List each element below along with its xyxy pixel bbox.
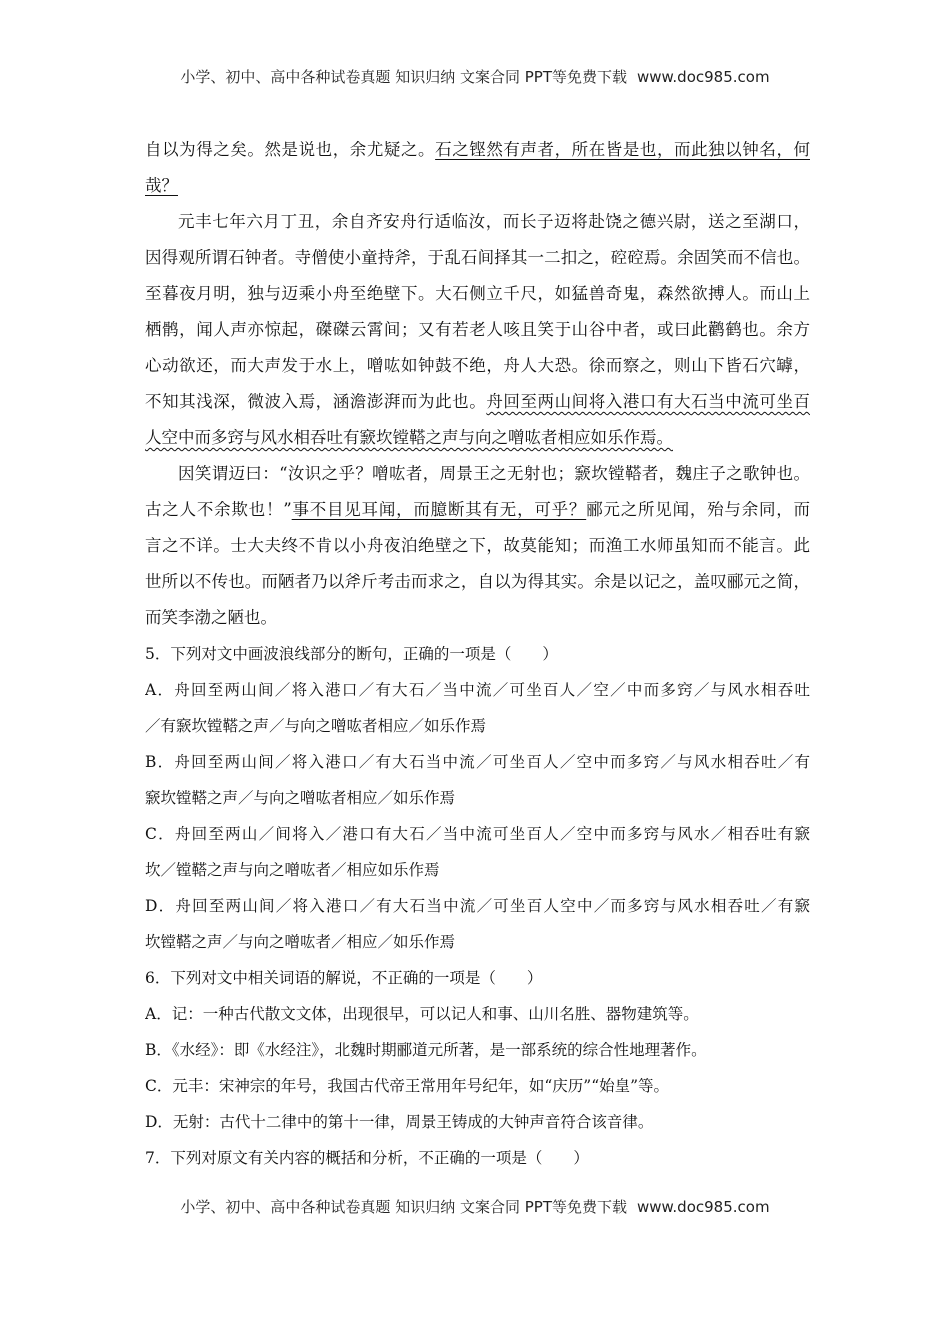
passage-line: 至暮夜月明，独与迈乘小舟至绝壁下。大石侧立千尺，如猛兽奇鬼，森然欲搏人。而山上 <box>145 284 810 303</box>
question-stem: 6．下列对文中相关词语的解说，不正确的一项是（ ） <box>145 969 543 987</box>
passage-line <box>145 420 810 456</box>
page-header <box>0 66 950 87</box>
underlined-sentence: 哉？ <box>145 176 178 195</box>
header-url: www.doc985.com <box>636 68 770 86</box>
passage-line: 自以为得之矣。然是说也，余尤疑之。石之铿然有声者，所在皆是也，而此独以钟名，何 <box>145 140 810 159</box>
passage-line: 言之不详。士大夫终不肯以小舟夜泊绝壁之下，故莫能知；而渔工水师虽知而不能言。此 <box>145 536 810 555</box>
passage-line: 因得观所谓石钟者。寺僧使小童持斧，于乱石间择其一二扣之，硿硿焉。余固笑而不信也。 <box>145 248 810 267</box>
passage-line: 心动欲还，而大声发于水上，噌吰如钟鼓不绝，舟人大恐。徐而察之，则山下皆石穴罅， <box>145 356 810 375</box>
option-c: C．元丰：宋神宗的年号，我国古代帝王常用年号纪年，如“庆历”“始皇”等。 <box>145 1077 670 1095</box>
footer-url: www.doc985.com <box>636 1198 770 1216</box>
wavy-underlined-sentence: 人空中而多窍与风水相吞吐有窾坎镗鞳之声与向之噌吰者相应如乐作焉。 <box>145 428 673 447</box>
option-a: A．舟回至两山间／将入港口／有大石／当中流／可坐百人／空／中而多窍／与风水相吞吐 <box>145 681 810 699</box>
option-b: B．《水经》：即《水经注》，北魏时期郦道元所著，是一部系统的综合性地理著作。 <box>145 1041 707 1059</box>
option-c-cont: 坎／镗鞳之声与向之噌吰者／相应如乐作焉 <box>145 861 440 879</box>
option-d-cont: 坎镗鞳之声／与向之噌吰者／相应／如乐作焉 <box>145 933 456 951</box>
passage-line: 元丰七年六月丁丑，余自齐安舟行适临汝，而长子迈将赴饶之德兴尉，送之至湖口， <box>178 212 810 231</box>
passage-line <box>145 168 810 204</box>
option-b-cont: 窾坎镗鞳之声／与向之噌吰者相应／如乐作焉 <box>145 789 456 807</box>
question-stem: 7．下列对原文有关内容的概括和分析，不正确的一项是（ ） <box>145 1149 589 1167</box>
option-c: C．舟回至两山／间将入／港口有大石／当中流可坐百人／空中而多窍与风水／相吞吐有窾 <box>145 825 810 843</box>
passage-line: 世所以不传也。而陋者乃以斧斤考击而求之，自以为得其实。余是以记之，盖叹郦元之简， <box>145 572 810 591</box>
header-text: 小学、初中、高中各种试卷真题 知识归纳 文案合同 PPT等免费下载 <box>180 68 627 86</box>
wavy-underlined-sentence: 舟回至两山间将入港口有大石当中流可坐百 <box>486 392 810 411</box>
underlined-sentence: 事不目见耳闻，而臆断其有无，可乎？ <box>291 500 587 519</box>
option-a-cont: ／有窾坎镗鞳之声／与向之噌吰者相应／如乐作焉 <box>145 717 487 735</box>
question-stem: 5．下列对文中画波浪线部分的断句，正确的一项是（ ） <box>145 645 558 663</box>
option-b: B．舟回至两山间／将入港口／有大石当中流／可坐百人／空中而多窍／与风水相吞吐／有 <box>145 753 810 771</box>
passage <box>145 132 810 636</box>
footer-text: 小学、初中、高中各种试卷真题 知识归纳 文案合同 PPT等免费下载 <box>180 1198 627 1216</box>
passage-line: 因笑谓迈曰：“汝识之乎？噌吰者，周景王之无射也；窾坎镗鞳者，魏庄子之歌钟也。 <box>178 464 810 483</box>
question-6 <box>145 960 810 1140</box>
option-a: A．记：一种古代散文文体，出现很早，可以记人和事、山川名胜、器物建筑等。 <box>145 1005 699 1023</box>
passage-line: 而笑李渤之陋也。 <box>145 608 277 627</box>
document-body <box>145 132 810 1176</box>
page-footer <box>0 1196 950 1217</box>
question-7 <box>145 1140 810 1176</box>
question-5 <box>145 636 810 960</box>
option-d: D．舟回至两山间／将入港口／有大石当中流／可坐百人空中／而多窍与风水相吞吐／有窾 <box>145 897 810 915</box>
passage-line: 古之人不余欺也！”事不目见耳闻，而臆断其有无，可乎？郦元之所见闻，殆与余同，而 <box>145 500 810 519</box>
passage-line: 栖鹘，闻人声亦惊起，磔磔云霄间；又有若老人咳且笑于山谷中者，或曰此鹳鹤也。余方 <box>145 320 810 339</box>
passage-line: 不知其浅深，微波入焉，涵澹澎湃而为此也。舟回至两山间将入港口有大石当中流可坐百 <box>145 392 810 411</box>
option-d: D．无射：古代十二律中的第十一律，周景王铸成的大钟声音符合该音律。 <box>145 1113 654 1131</box>
underlined-sentence: 石之铿然有声者，所在皆是也，而此独以钟名，何 <box>435 140 810 159</box>
